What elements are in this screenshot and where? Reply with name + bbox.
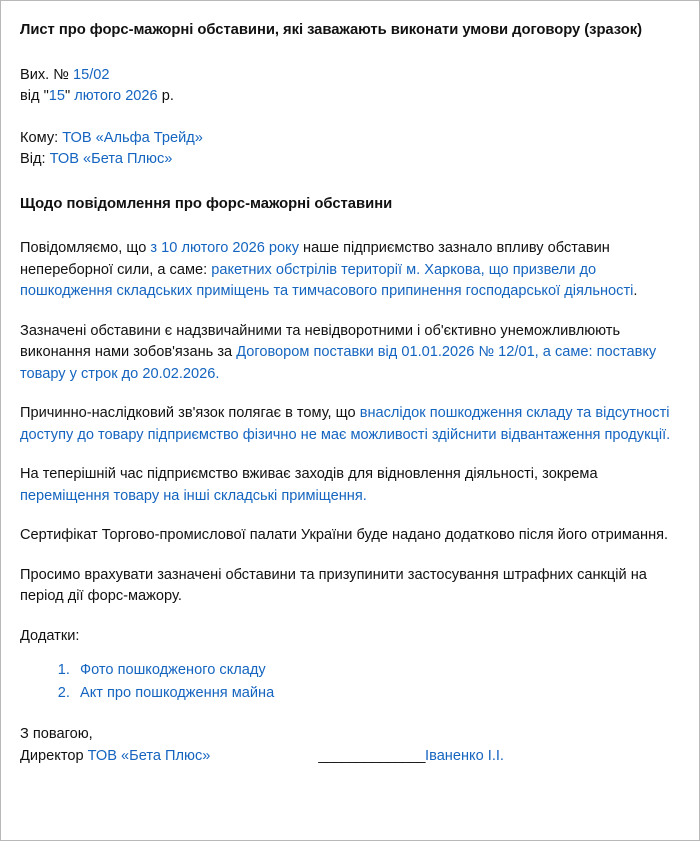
- attachments-list: [20, 659, 683, 704]
- signer-name: Іваненко І.І.: [425, 747, 504, 764]
- signature-line: [20, 746, 683, 768]
- paragraph-measures-segment-0: На теперішній час підприємство вживає заходів для відновлення діяльності, зокрема: [20, 466, 598, 482]
- spacer: [20, 385, 683, 403]
- date-month-year-value: лютого 2026: [70, 88, 158, 104]
- sender-label: Від:: [20, 151, 50, 167]
- attachments-heading: Додатки:: [20, 627, 80, 644]
- paragraph-obligations-segment-0: Зазначені обставини є надзвичайними та невідворотними і об'єктивно унеможливлюють виконання нами зобов'язань за: [20, 322, 621, 360]
- document-date-line: [20, 86, 683, 108]
- paragraph-notice-segment-3: ракетних обстрілів території м. Харкова, що призвели до пошкодження складських приміщень та тимчасового припинення господарської діяльності: [20, 261, 634, 299]
- date-suffix: р.: [157, 88, 174, 104]
- subject-heading: Щодо повідомлення про форс-мажорні обставини: [20, 195, 393, 212]
- recipient-label: Кому:: [20, 129, 63, 146]
- signer-position-label: Директор: [20, 747, 88, 764]
- paragraph-request-segment-0: Просимо врахувати зазначені обставини та призупинити застосування штрафних санкцій на період дії форс-мажору.: [20, 566, 647, 604]
- page-title: Лист про форс-мажорні обставини, які заважають виконати умови договору (зразок): [20, 22, 642, 38]
- paragraph-obligations-segment-1: Договором поставки від 01.01.2026 № 12/01, а саме: поставку товару у строк до 20.02.2026.: [20, 344, 657, 382]
- spacer: [20, 647, 683, 659]
- paragraph-causation-segment-0: Причинно-наслідковий зв'язок полягає в тому, що: [20, 405, 360, 421]
- paragraph-measures: [20, 464, 683, 507]
- signature-block: [20, 724, 683, 767]
- outgoing-number-value: 15/02: [73, 66, 110, 83]
- signature-rule: ______________: [318, 747, 426, 764]
- spacer: [20, 507, 683, 525]
- date-prefix: від: [20, 88, 44, 104]
- paragraph-causation-segment-1: внаслідок пошкодження складу та відсутності доступу до товару підприємство фізично не має можливості здійснити відвантаження продукції.: [20, 405, 671, 443]
- paragraph-request: [20, 565, 683, 608]
- signature-closing: З повагою,: [20, 726, 93, 742]
- spacer: [20, 171, 683, 194]
- spacer: [20, 108, 683, 128]
- paragraph-notice-segment-4: .: [633, 283, 638, 299]
- spacer: [20, 303, 683, 321]
- sender-value: ТОВ «Бета Плюс»: [49, 151, 173, 167]
- paragraph-measures-segment-1: переміщення товару на інші складські приміщення.: [20, 487, 367, 504]
- spacer: [20, 446, 683, 464]
- list-item: 2. Акт про пошкодження майна: [74, 682, 683, 705]
- paragraph-certificate: [20, 525, 683, 547]
- document-body: [1, 1, 699, 767]
- sender-line: [20, 149, 683, 171]
- list-item: 1. Фото пошкодженого складу: [74, 659, 683, 682]
- paragraph-obligations: [20, 321, 683, 386]
- date-quote-close: ": [65, 88, 71, 104]
- paragraph-causation: [20, 403, 683, 446]
- paragraph-notice-segment-2: наше підприємство зазнало впливу обставин непереборної сили, а саме:: [20, 240, 610, 278]
- spacer: [20, 42, 683, 65]
- recipient-line: [20, 128, 683, 150]
- date-quote-open: ": [43, 88, 49, 104]
- spacer: [20, 608, 683, 626]
- outgoing-number-label: Вих. №: [20, 66, 74, 83]
- recipient-value: ТОВ «Альфа Трейд»: [62, 129, 203, 146]
- paragraph-list: [20, 238, 683, 626]
- spacer: [20, 704, 683, 724]
- paragraph-certificate-segment-0: Сертифікат Торгово-промислової палати України буде надано додатково після його отримання.: [20, 527, 669, 543]
- spacer: [20, 215, 683, 238]
- spacer: [20, 547, 683, 565]
- paragraph-notice-segment-1: з 10 лютого 2026 року: [150, 240, 299, 256]
- outgoing-reference-line: [20, 65, 683, 87]
- paragraph-notice-segment-0: Повідомляємо, що: [20, 240, 151, 256]
- paragraph-notice: [20, 238, 683, 303]
- signer-company: ТОВ «Бета Плюс»: [87, 747, 211, 764]
- date-day-value: 15: [48, 88, 65, 104]
